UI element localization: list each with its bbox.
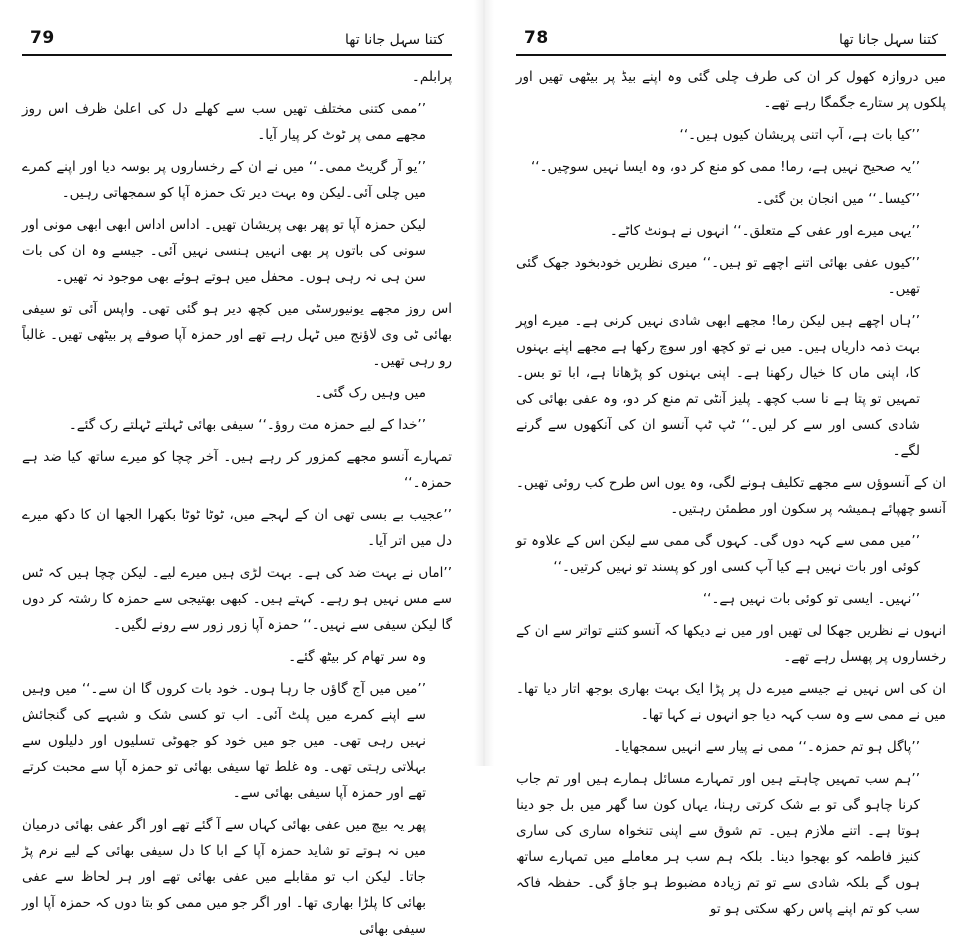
paragraph: پرابلم۔ <box>411 69 452 85</box>
left-running-head: کتنا سہل جانا تھا <box>345 32 444 48</box>
paragraph: ’’کیسا۔‘‘ میں انجان بن گئی۔ <box>755 191 920 207</box>
paragraph: ’’ہم سب تمہیں چاہتے ہیں اور تمہارے مسائل ہمارے ہیں اور تم جاب کرنا چاہو گی تو بے شک کرتی رہنا، یہاں کون سا گھر میں بل جو دینا ہوتا ہے۔ اتنے ملازم ہیں۔ تم شوق سے اپنی تنخواہ ساری کی ساری کنیز فاطمہ کو بھجوا دینا۔ بلکہ ہم سب ہر معاملے میں تمہارے ساتھ ہوں گے بلکہ شادی سے تو تم زیادہ مضبوط ہو جاؤ گی۔ حفظہ فاکہ سب کو تم اپنے پاس رکھ سکتی ہو تو <box>516 771 920 917</box>
paragraph: ’’میں میں آج گاؤں جا رہا ہوں۔ خود بات کروں گا ان سے۔‘‘ میں وہیں سے اپنے کمرے میں پلٹ آئی۔ اب تو کسی شک و شبہے کی گنجائش نہیں رہی تھی۔ میں جو میں خود کو جھوٹی تسلیوں اور دلیلوں سے بہلاتی رہتی تھی۔ وہ غلط تھا سیفی بھائی تو حمزہ آپا سے محبت کرتے تھے اور حمزہ آپا سیفی بھائی سے۔ <box>22 681 426 801</box>
paragraph: لیکن حمزہ آپا تو پھر بھی پریشان تھیں۔ اداس اداس ابھی ابھی مونی اور سونی کی باتوں پر بھی انہیں ہنسی نہیں آئی۔ جیسے وہ ان کی بات سن ہی نہ رہی ہوں۔ محفل میں ہوتے ہوئے بھی موجود نہ تھیں۔ <box>22 217 426 285</box>
right-header-rule <box>516 54 946 56</box>
paragraph: ’’پاگل ہو تم حمزہ۔‘‘ ممی نے پیار سے انہیں سمجھایا۔ <box>613 739 920 755</box>
paragraph: اس روز مجھے یونیورسٹی میں کچھ دیر ہو گئی تھی۔ واپس آئی تو سیفی بھائی ٹی وی لاؤنج میں ٹہل رہے تھے اور حمزہ آپا صوفے پر بیٹھی تھیں۔ غالباً رو رہی تھیں۔ <box>22 301 452 369</box>
paragraph: میں وہیں رک گئی۔ <box>314 385 426 401</box>
paragraph: ’’یو آر گریٹ ممی۔‘‘ میں نے ان کے رخساروں پر بوسہ دیا اور اپنے کمرے میں چلی آئی۔لیکن وہ بہت دیر تک حمزہ آپا کو سمجھاتی رہیں۔ <box>22 159 426 201</box>
right-page-header <box>516 18 946 48</box>
paragraph: ’’نہیں۔ ایسی تو کوئی بات نہیں ہے۔‘‘ <box>702 591 920 607</box>
paragraph: ’’عجیب بے بسی تھی ان کے لہجے میں، ٹوٹا ٹوٹا بکھرا الجھا ان کا دکھ میرے دل میں اتر آیا۔ <box>22 507 452 549</box>
left-page-body <box>22 64 452 937</box>
paragraph: ’’یہ صحیح نہیں ہے، رما! ممی کو منع کر دو، وہ ایسا نہیں سوچیں۔‘‘ <box>530 159 920 175</box>
left-page-header <box>22 18 452 48</box>
paragraph: ان کے آنسوؤں سے مجھے تکلیف ہونے لگی، وہ یوں اس طرح کب روئی تھیں۔ آنسو چھپائے ہمیشہ پر سکون اور مطمئن رہتیں۔ <box>516 475 946 517</box>
paragraph: پھر یہ بیچ میں عفی بھائی کہاں سے آ گئے تھے اور اگر عفی بھائی درمیان میں نہ ہوتے تو شاید حمزہ آپا کے ابا کا دل سیفی بھائی کے لیے نرم پڑ جاتا۔ لیکن اب تو مقابلے میں عفی بھائی تھے اور ہر لحاظ سے عفی بھائی کا پلڑا بھاری تھا۔ اور اگر جو میں ممی کو بتا دوں کہ حمزہ آپا اور سیفی بھائی <box>22 817 426 937</box>
paragraph: تمہارے آنسو مجھے کمزور کر رہے ہیں۔ آخر چچا کو میرے ساتھ کیا ضد ہے حمزہ۔‘‘ <box>22 449 452 491</box>
paragraph: انہوں نے نظریں جھکا لی تھیں اور میں نے دیکھا کہ آنسو کتنے تواتر سے ان کے رخساروں پر پھسل رہے تھے۔ <box>516 623 946 665</box>
paragraph: ’’یہی میرے اور عفی کے متعلق۔‘‘ انہوں نے ہونٹ کاٹے۔ <box>609 223 920 239</box>
right-page-body <box>516 64 946 917</box>
paragraph: ’’کیوں عفی بھائی اتنے اچھے تو ہیں۔‘‘ میری نظریں خودبخود جھک گئی تھیں۔ <box>516 255 920 297</box>
paragraph: ’’اماں نے بہت ضد کی ہے۔ بہت لڑی ہیں میرے لیے۔ لیکن چچا ہیں کہ ٹس سے مس نہیں ہو رہے۔ کہتے ہیں۔ کبھی بھتیجی سے حمزہ کا رشتہ کر دوں گا لیکن سیفی سے نہیں۔‘‘ حمزہ آپا زور زور سے رونے لگیں۔ <box>22 565 452 633</box>
paragraph: ’’خدا کے لیے حمزہ مت روؤ۔‘‘ سیفی بھائی ٹہلتے ٹہلتے رک گئے۔ <box>68 417 426 433</box>
paragraph: ان کی اس نہیں نے جیسے میرے دل پر پڑا ایک بہت بھاری بوجھ اتار دیا تھا۔ میں نے ممی سے وہ سب کہہ دیا جو انہوں نے کہا تھا۔ <box>516 681 946 723</box>
paragraph: وہ سر تھام کر بیٹھ گئے۔ <box>288 649 426 665</box>
paragraph: ’’ممی کتنی مختلف تھیں سب سے کھلے دل کی اعلیٰ ظرف اس روز مجھے ممی پر ٹوٹ کر پیار آیا۔ <box>22 101 426 143</box>
right-running-head: کتنا سہل جانا تھا <box>839 32 938 48</box>
book-gutter <box>474 0 494 766</box>
paragraph: ’’میں ممی سے کہہ دوں گی۔ کہوں گی ممی سے لیکن اس کے علاوہ تو کوئی اور بات نہیں ہے کیا آپ کسی اور کو پسند تو نہیں کرتیں۔‘‘ <box>516 533 920 575</box>
paragraph: ’’ہاں اچھے ہیں لیکن رما! مجھے ابھی شادی نہیں کرنی ہے۔ میرے اوپر بہت ذمہ داریاں ہیں۔ میں نے تو کچھ اور سوچ رکھا ہے مجھے اپنے بہنوں کا، اپنی ماں کا خیال رکھنا ہے۔ اپنی بہنوں کو پڑھانا ہے، ابا تو بس۔ تمہیں تو پتا ہے نا سب کچھ۔ پلیز آنٹی تم منع کر دو، وہ عفی بھائی کی شادی کسی اور سے کر لیں۔‘‘ ٹپ ٹپ آنسو ان کی آنکھوں سے گرنے لگے۔ <box>516 313 920 459</box>
right-page-number: 78 <box>524 28 549 48</box>
right-page <box>494 0 968 917</box>
paragraph: میں دروازہ کھول کر ان کی طرف چلی گئی وہ اپنے بیڈ پر بیٹھی تھیں اور پلکوں پر ستارے جگمگا رہے تھے۔ <box>516 69 946 111</box>
paragraph: ’’کیا بات ہے، آپ اتنی پریشان کیوں ہیں۔‘‘ <box>679 127 920 143</box>
left-page <box>0 0 474 937</box>
left-header-rule <box>22 54 452 56</box>
left-page-number: 79 <box>30 28 55 48</box>
